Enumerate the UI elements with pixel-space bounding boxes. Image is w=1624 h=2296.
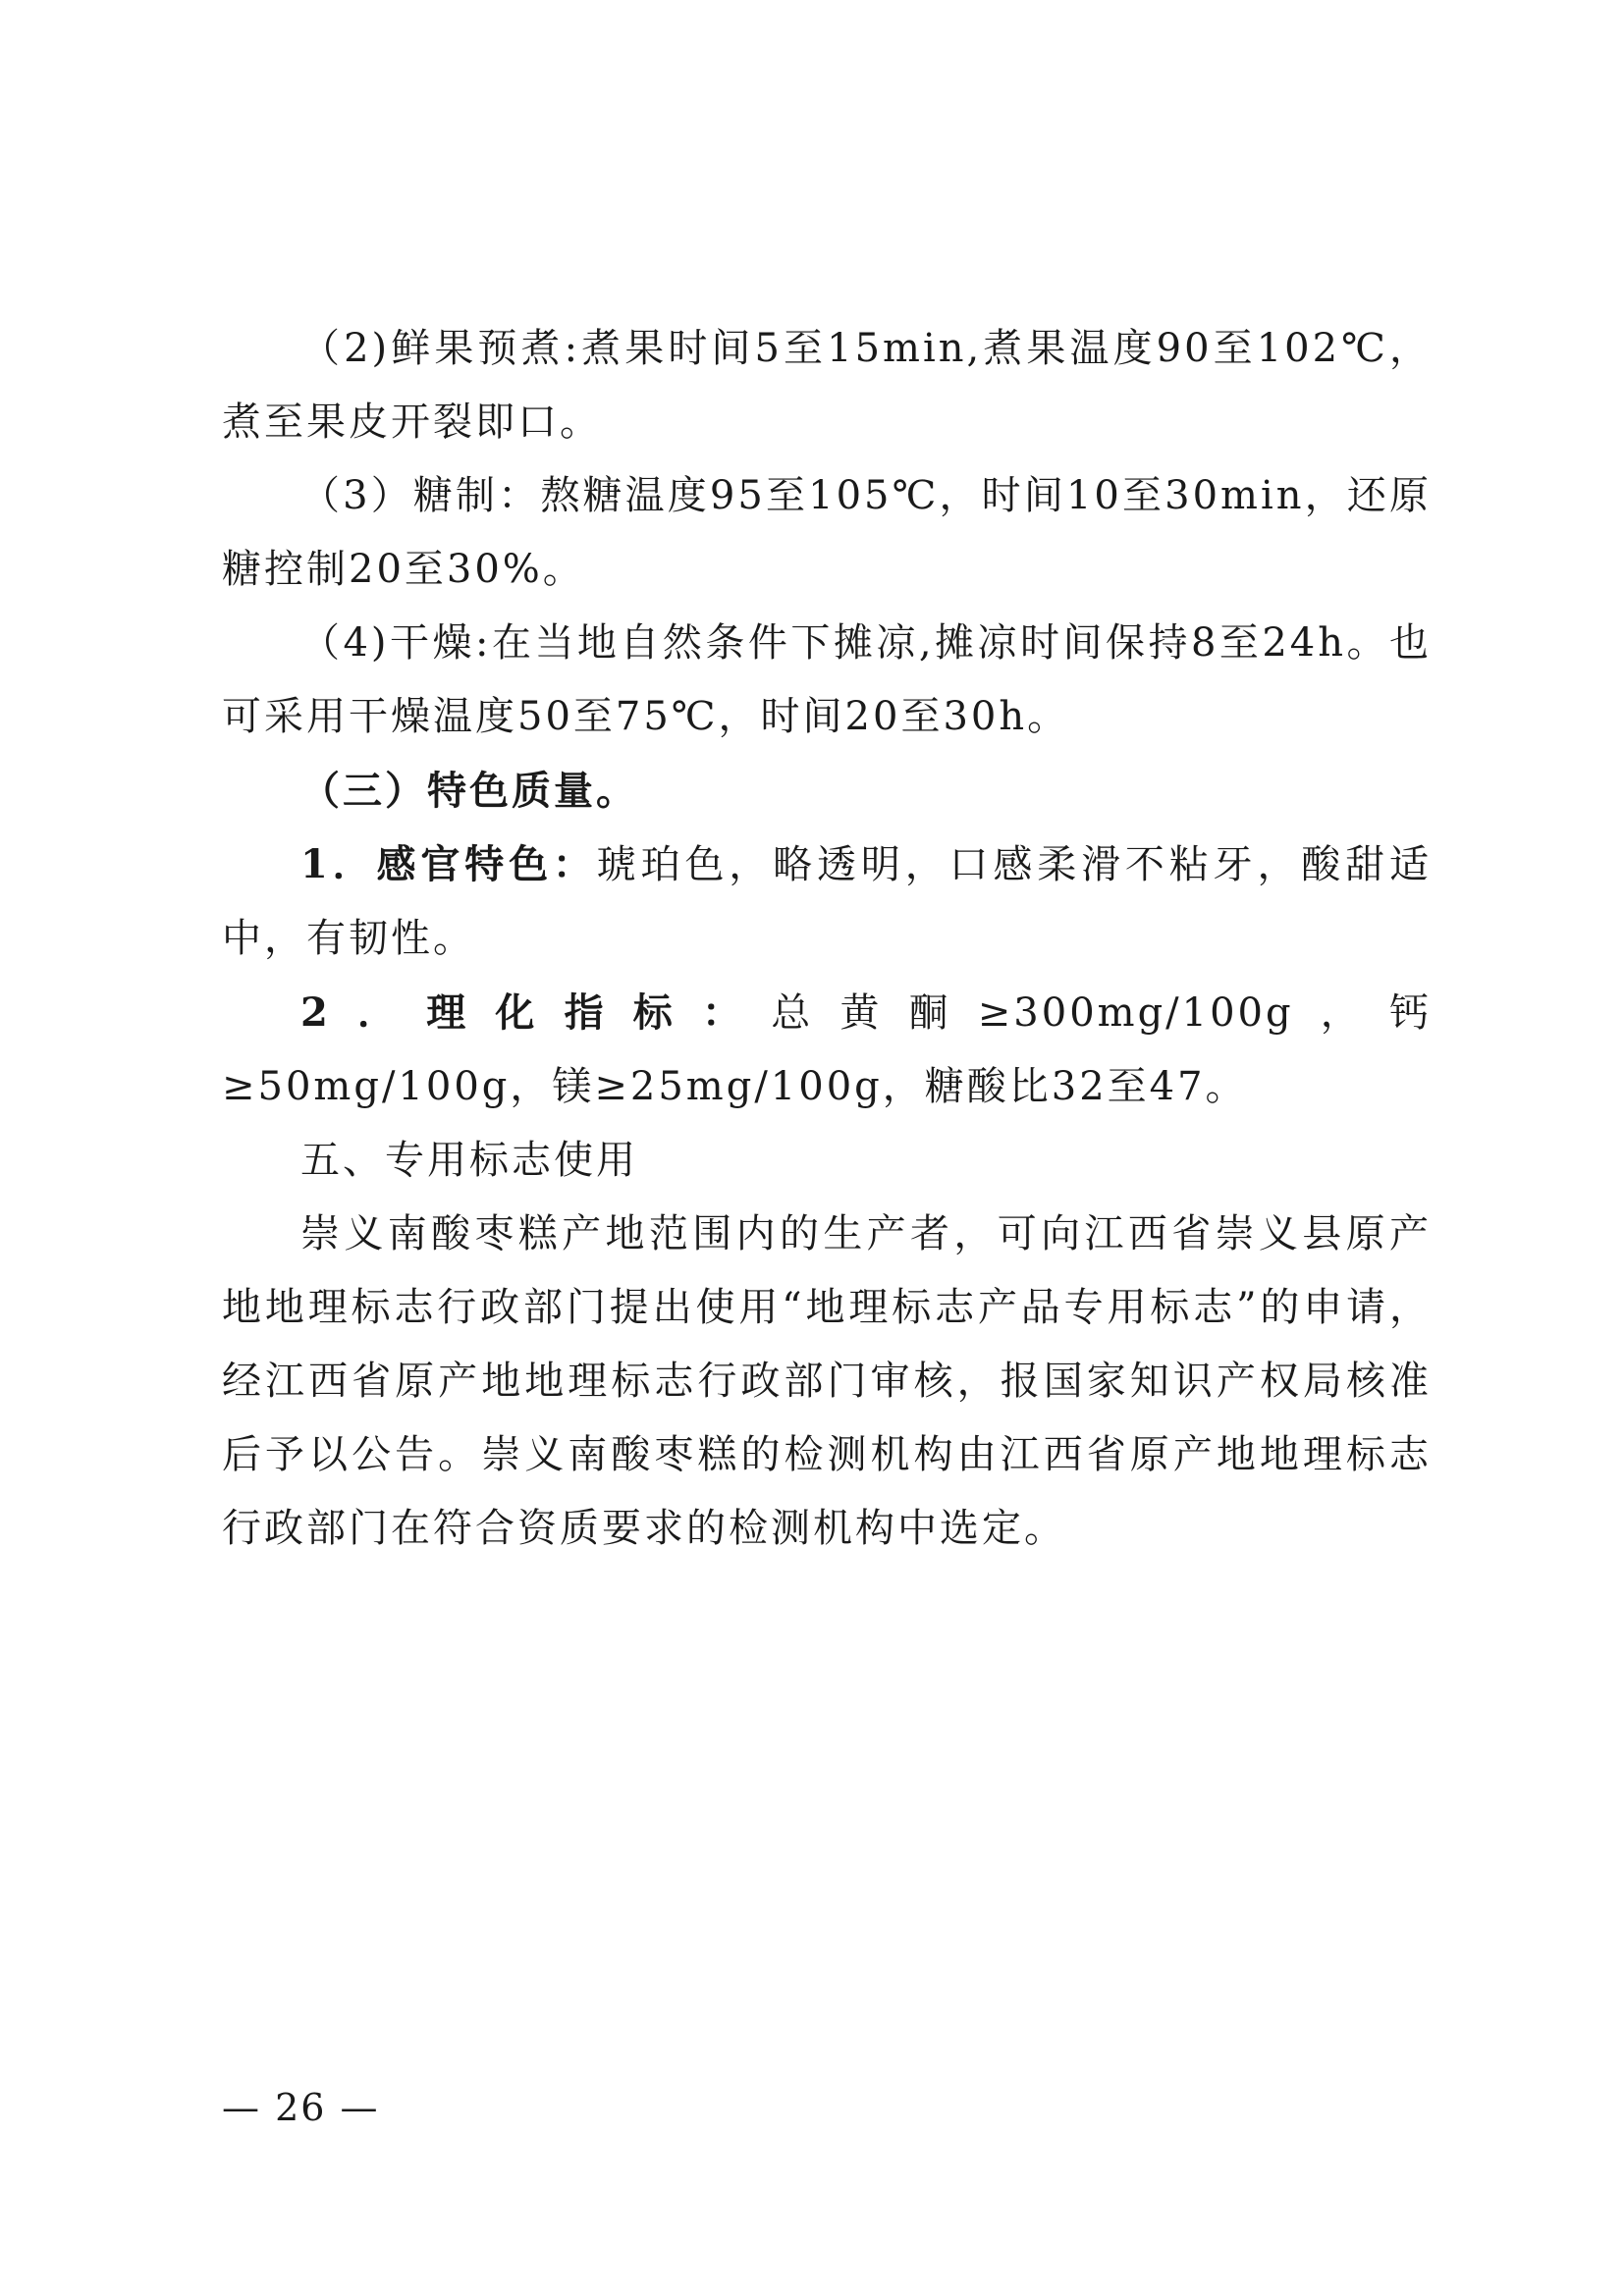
paragraph-drying: （4)干燥:在当地自然条件下摊凉,摊凉时间保持8至24h。也可采用干燥温度50至75℃，时间20至30h。 xyxy=(222,620,1432,739)
item-physicochemical-text: 总黄酮≥300mg/100g，钙≥50mg/100g，镁≥25mg/100g，糖酸比32至47。 xyxy=(222,990,1433,1109)
paragraph-sugaring: （3）糖制：熬糖温度95至105℃，时间10至30min，还原糖控制20至30%。 xyxy=(222,473,1432,592)
item-physicochemical xyxy=(222,976,1432,1124)
item-physicochemical-label: 2．理化指标： xyxy=(300,989,772,1036)
page-number: — 26 — xyxy=(222,2086,380,2129)
item-sensory xyxy=(222,828,1432,976)
document-body xyxy=(222,312,1432,1566)
item-sensory-text: 琥珀色，略透明，口感柔滑不粘牙，酸甜适中，有韧性。 xyxy=(222,842,1432,961)
paragraph-fresh-fruit-boiling: （2)鲜果预煮:煮果时间5至15min,煮果温度90至102℃，煮至果皮开裂即口。 xyxy=(222,326,1432,445)
paragraph-mark-usage: 崇义南酸枣糕产地范围内的生产者，可向江西省崇义县原产地地理标志行政部门提出使用“地理标志产品专用标志”的申请，经江西省原产地地理标志行政部门审核，报国家知识产权局核准后予以公告。崇义南酸枣糕的检测机构由江西省原产地地理标志行政部门在符合资质要求的检测机构中选定。 xyxy=(222,1211,1432,1551)
section-title-mark-usage: 五、专用标志使用 xyxy=(300,1138,638,1183)
heading-quality: （三）特色质量。 xyxy=(300,768,638,814)
item-sensory-label: 1．感官特色： xyxy=(300,841,597,887)
